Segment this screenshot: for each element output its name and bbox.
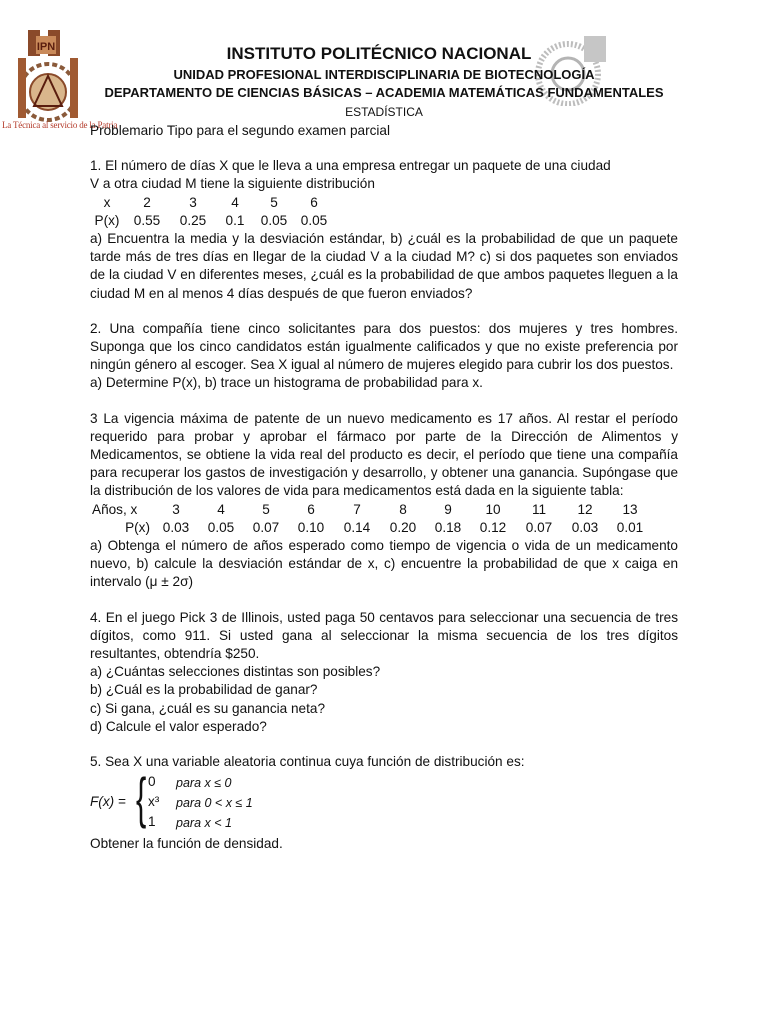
table-cell: 5 [262, 501, 270, 517]
q1-distribution-table [90, 194, 334, 230]
table-cell: 10 [485, 501, 501, 517]
department-title: DEPARTAMENTO DE CIENCIAS BÁSICAS – ACADEMIA MATEMÁTICAS FUNDAMENTALES [104, 85, 664, 100]
table-cell: 0.07 [252, 519, 280, 535]
formula-case-value: x³ [148, 794, 160, 810]
table-cell: 6 [310, 194, 318, 210]
table-header-cell: Años, x [92, 501, 138, 517]
q3-text: 3 La vigencia máxima de patente de un nuevo medicamento es 17 años. Al restar el período requerido para probar y aprobar el fármaco por parte de la Dirección de Alimentos y Medicamentos, se obtiene la vida real del producto es decir, el período que tiene una compañía para recuperar los gastos de investigación y desarrollo, y obtener una ganancia. Supóngase que la distribución de los valores de vida para medicamentos está dada en la siguiente tabla: [90, 410, 678, 499]
institution-title: INSTITUTO POLITÉCNICO NACIONAL [226, 44, 532, 63]
table-cell: 0.05 [260, 212, 288, 228]
table-cell: 3 [189, 194, 197, 210]
document-body [90, 122, 678, 854]
q4-part-a: a) ¿Cuántas selecciones distintas son posibles? [90, 664, 381, 680]
q5-end: Obtener la función de densidad. [90, 836, 283, 852]
table-row [90, 519, 652, 537]
table-cell: 0.20 [389, 519, 417, 535]
q5-piecewise-formula [90, 766, 678, 835]
table-row [90, 194, 334, 212]
table-header-cell: P(x) [125, 519, 150, 535]
document-title: Problemario Tipo para el segundo examen parcial [90, 123, 390, 138]
q4-text: 4. En el juego Pick 3 de Illinois, usted paga 50 centavos para seleccionar una secuencia de tres dígitos, como 911. Si usted gana al seleccionar la misma secuencia de los tres dígitos resultantes, obtendría $250. [90, 609, 678, 662]
table-row [90, 501, 652, 519]
table-cell: 9 [444, 501, 452, 517]
table-cell: 13 [622, 501, 638, 517]
formula-brace: { [136, 766, 147, 830]
formula-case-condition: para x ≤ 0 [176, 776, 232, 791]
table-cell: 4 [231, 194, 239, 210]
table-header-cell: x [103, 194, 111, 210]
unit-title: UNIDAD PROFESIONAL INTERDISCIPLINARIA DE BIOTECNOLOGÍA [173, 67, 595, 82]
table-cell: 2 [143, 194, 151, 210]
table-cell: 6 [307, 501, 315, 517]
q3-questions: a) Obtenga el número de años esperado como tiempo de vigencia o vida de un medicamento nuevo, b) calcule la desviación estándar de x, c) encuentre la probabilidad de que x caiga en intervalo (μ ± 2σ) [90, 538, 678, 590]
table-cell: 0.03 [571, 519, 599, 535]
formula-case-value: 1 [148, 814, 156, 830]
q2-text: 2. Una compañía tiene cinco solicitantes para dos puestos: dos mujeres y tres hombres. Suponga que los cinco candidatos están igualmente calificados y que no existe preferencia por ningún género al escoger. Sea X igual al número de mujeres elegido para cubrir los dos puestos. [90, 320, 678, 373]
table-cell: 8 [399, 501, 407, 517]
table-cell: 0.25 [179, 212, 207, 228]
table-cell: 0.07 [525, 519, 553, 535]
q5-intro: 5. Sea X una variable aleatoria continua cuya función de distribución es: [90, 754, 525, 770]
table-cell: 11 [531, 501, 547, 517]
table-cell: 0.55 [133, 212, 161, 228]
table-cell: 0.10 [297, 519, 325, 535]
subject-title: ESTADÍSTICA [345, 105, 423, 119]
table-cell: 0.03 [162, 519, 190, 535]
q3-distribution-table [90, 501, 652, 537]
svg-text:IPN: IPN [36, 41, 56, 53]
q4-part-b: b) ¿Cuál es la probabilidad de ganar? [90, 682, 318, 698]
q4-part-d: d) Calcule el valor esperado? [90, 718, 267, 734]
q1-intro-line1: 1. El número de días X que le lleva a una empresa entregar un paquete de una ciudad [90, 158, 611, 174]
table-cell: 0.12 [479, 519, 507, 535]
formula-case-value: 0 [148, 774, 156, 790]
table-row [90, 212, 334, 230]
formula-case-condition: para x < 1 [176, 816, 232, 831]
q2-questions: a) Determine P(x), b) trace un histograma de probabilidad para x. [90, 375, 483, 391]
logo-tagline: La Técnica al servicio de la Patria [2, 120, 118, 130]
table-header-cell: P(x) [94, 212, 120, 228]
q4-part-c: c) Si gana, ¿cuál es su ganancia neta? [90, 700, 326, 716]
table-cell: 5 [270, 194, 278, 210]
table-cell: 0.18 [434, 519, 462, 535]
q1-intro-line2: V a otra ciudad M tiene la siguiente distribución [90, 176, 375, 192]
table-cell: 0.05 [300, 212, 328, 228]
table-cell: 0.1 [225, 212, 245, 228]
table-cell: 0.14 [343, 519, 371, 535]
formula-lhs: F(x) = [90, 794, 126, 810]
table-cell: 0.01 [616, 519, 644, 535]
q1-questions: a) Encuentra la media y la desviación estándar, b) ¿cuál es la probabilidad de que un paquete tarde más de tres días en llegar de la ciudad V a la ciudad M? c) si dos paquetes son enviados de la ciudad V en diferentes meses, ¿cuál es la probabilidad de que ambos paquetes lleguen a la ciudad M en al menos 4 días después de que fueron enviados? [90, 231, 678, 301]
table-cell: 3 [172, 501, 180, 517]
table-cell: 12 [577, 501, 593, 517]
formula-case-condition: para 0 < x ≤ 1 [176, 796, 253, 811]
table-cell: 7 [353, 501, 361, 517]
table-cell: 0.05 [207, 519, 235, 535]
table-cell: 4 [217, 501, 225, 517]
